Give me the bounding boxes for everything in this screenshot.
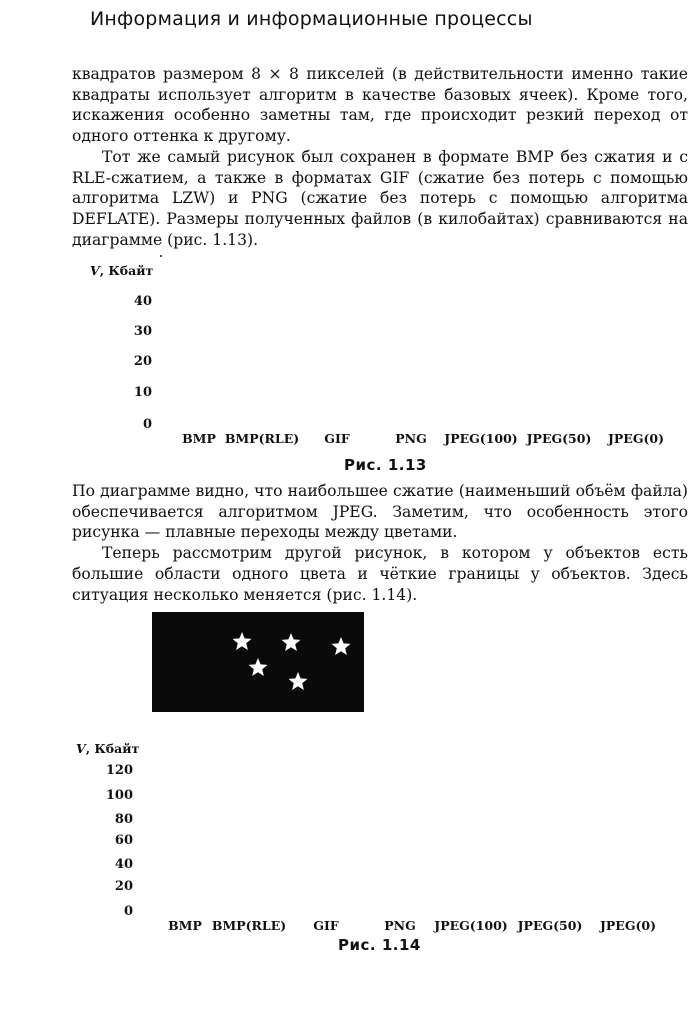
- chart-2-ytick: 60: [114, 833, 133, 848]
- chart-1-category: JPEG(100): [444, 431, 518, 446]
- chart-1-ytick: 30: [133, 324, 152, 339]
- chart-2-ylabel: V, Кбайт: [76, 741, 140, 756]
- chart-2-category: JPEG(100): [434, 918, 508, 933]
- chart-2-ytick: 0: [123, 904, 133, 919]
- chart-1-ytick: 10: [133, 385, 152, 400]
- chart-2-category: JPEG(0): [599, 918, 657, 933]
- chart-2-ytick: 80: [114, 812, 133, 827]
- chart-1-category: BMP: [182, 431, 216, 446]
- figure-caption-1-14: Рис. 1.14: [338, 936, 421, 954]
- chart-1-category: GIF: [324, 431, 350, 446]
- paragraph-1: квадратов размером 8 × 8 пикселей (в действительности именно такие квадраты использует алгоритм в качестве базовых ячеек). Кроме того, искажения особенно заметны там, где происходит резкий переход от одного оттенка к другому.: [72, 65, 688, 146]
- text-block-1: [72, 64, 688, 250]
- chart-1-ytick: 0: [142, 417, 152, 432]
- stray-mark: [160, 255, 162, 257]
- chart-2-ytick: 20: [114, 879, 133, 894]
- chart-1-ylabel: V, Кбайт: [90, 263, 154, 278]
- chart-2-ytick: 120: [105, 763, 133, 778]
- chart-2-category: JPEG(50): [517, 918, 583, 933]
- moon-and-stars-picture: [152, 612, 364, 712]
- chart-1-ytick: 20: [133, 354, 152, 369]
- chart-2-category: GIF: [313, 918, 339, 933]
- chart-1-ytick: 40: [133, 294, 152, 309]
- chart-1-category: PNG: [395, 431, 427, 446]
- moon-and-stars-icon: [152, 612, 364, 712]
- figure-caption-1-13: Рис. 1.13: [344, 456, 427, 474]
- chart-2-ytick: 100: [105, 788, 133, 803]
- chart-1-category: JPEG(0): [607, 431, 665, 446]
- text-block-2: [72, 481, 688, 605]
- page-header: Информация и информационные процессы: [90, 8, 533, 30]
- paragraph-4: Теперь рассмотрим другой рисунок, в котором у объектов есть большие области одного цвета и чёткие границы у объектов. Здесь ситуация несколько меняется (рис. 1.14).: [72, 544, 688, 604]
- chart-2-ytick: 40: [114, 857, 133, 872]
- chart-1-category: BMP(RLE): [224, 431, 300, 446]
- chart-2-category: BMP: [168, 918, 202, 933]
- paragraph-2: Тот же самый рисунок был сохранен в формате BMP без сжатия и с RLE-сжатием, а также в форматах GIF (сжатие без потерь с помощью алгоритма LZW) и PNG (сжатие без потерь с помощью алгоритма DEFLATE). Размеры полученных файлов (в килобайтах) сравниваются на диаграмме (рис. 1.13).: [72, 147, 688, 249]
- chart-1-category: JPEG(50): [526, 431, 592, 446]
- paragraph-3: По диаграмме видно, что наибольшее сжатие (наименьший объём файла) обеспечивается алгоритмом JPEG. Заметим, что особенность этого рисунка — плавные переходы между цветами.: [72, 482, 688, 542]
- chart-2-category: BMP(RLE): [211, 918, 287, 933]
- chart-2-category: PNG: [384, 918, 416, 933]
